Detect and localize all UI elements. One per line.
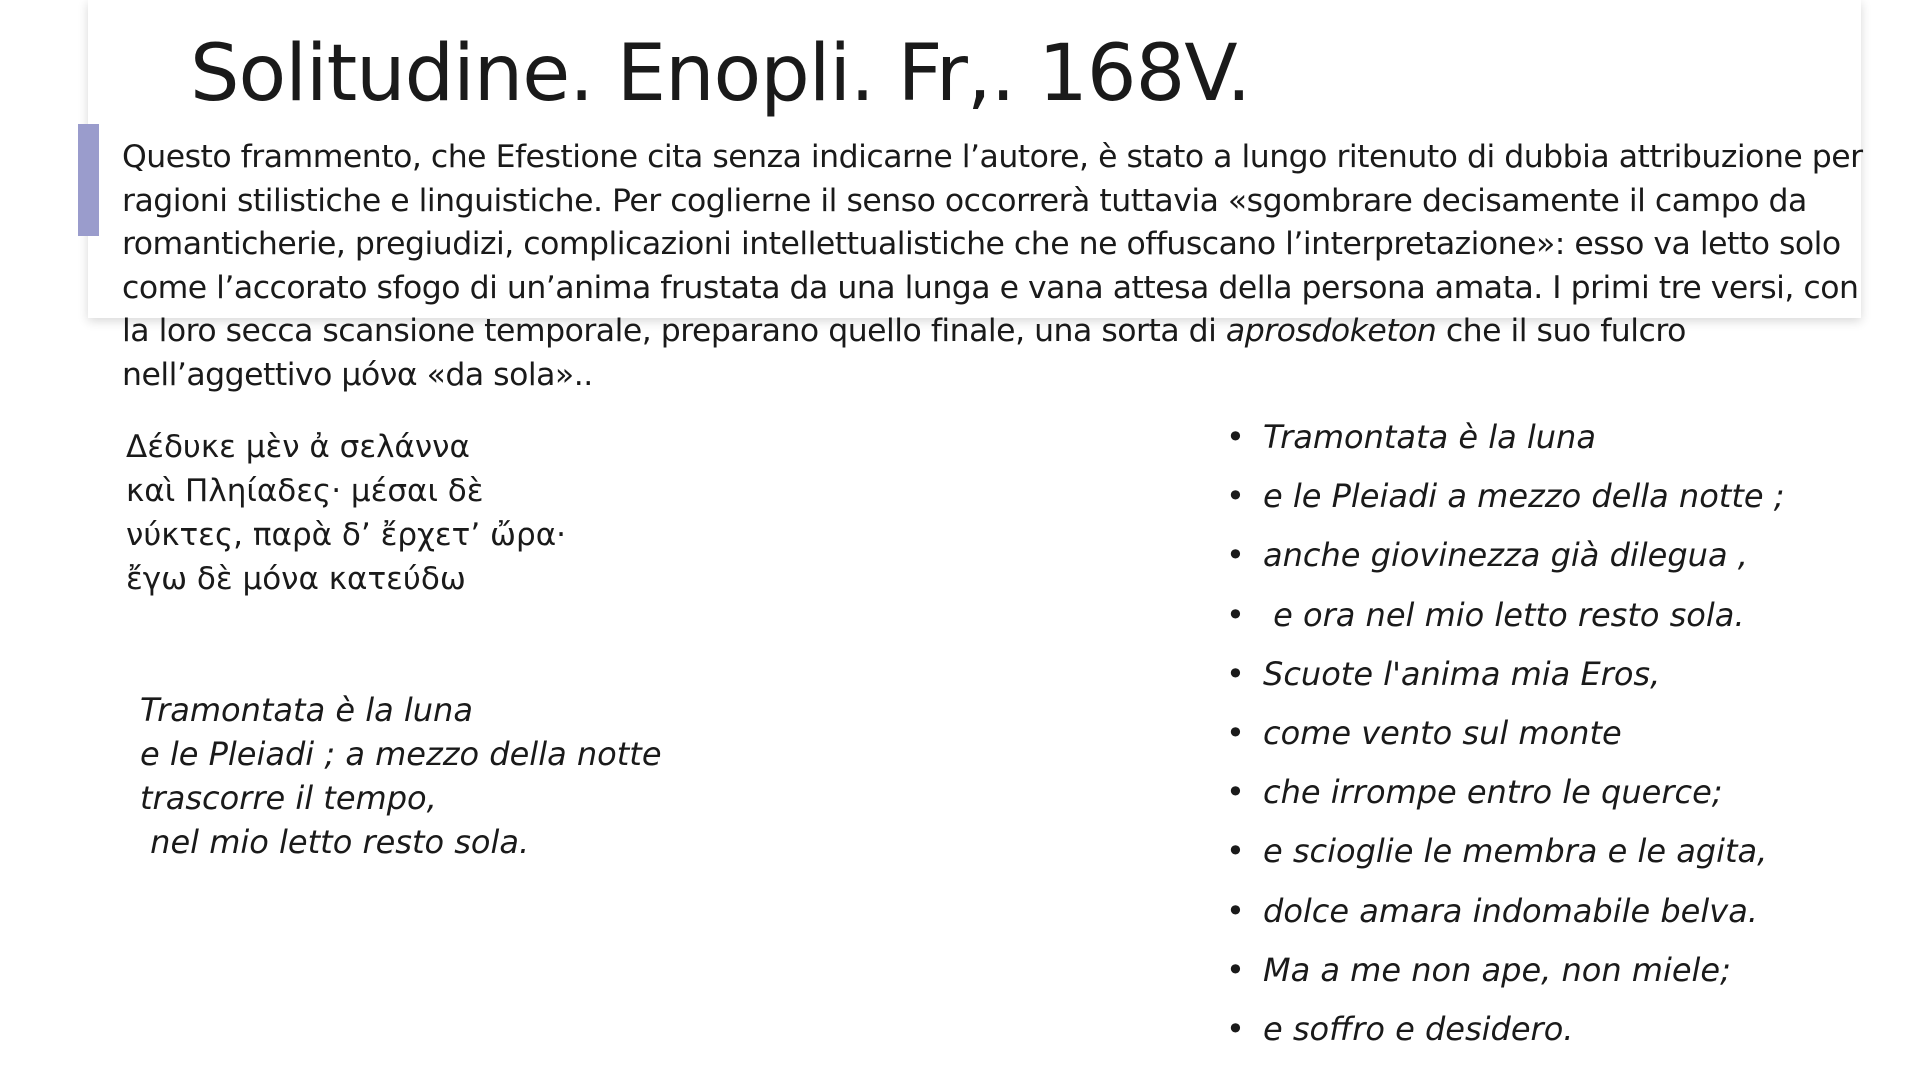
bullet-text: anche giovinezza già dilegua , bbox=[1263, 536, 1748, 575]
bullet-icon: • bbox=[1226, 654, 1245, 693]
bullet-item bbox=[1220, 704, 1785, 763]
bullet-text: che irrompe entro le querce; bbox=[1263, 773, 1723, 812]
bullet-icon: • bbox=[1226, 832, 1245, 871]
bullet-text: e scioglie le membra e le agita, bbox=[1263, 832, 1768, 871]
bullet-text: dolce amara indomabile belva. bbox=[1263, 891, 1758, 930]
bullet-item bbox=[1220, 408, 1785, 467]
intro-paragraph bbox=[122, 136, 1872, 397]
intro-italic-term: aprosdoketon bbox=[1225, 313, 1437, 349]
translation-line: trascorre il tempo, bbox=[140, 779, 437, 817]
bullet-item bbox=[1220, 882, 1785, 941]
bullet-text: e ora nel mio letto resto sola. bbox=[1263, 595, 1745, 634]
greek-fragment bbox=[126, 425, 566, 601]
bullet-icon: • bbox=[1226, 595, 1245, 634]
intro-text: Questo frammento, che Efestione cita senza indicarne l’autore, è stato a lungo ritenuto di dubbia attribuzione per ragioni stilistiche e linguistiche. Per coglierne il senso occorrerà tuttavia «sgombrare decisamente il campo da romanticherie, pregiudizi, complicazioni intellettualistiche che ne offuscano l’interpretazione»: esso va letto solo come l’accorato sfogo di un’anima frustata da una lunga e vana attesa della persona amata. I primi tre versi, con la loro secca scansione temporale, preparano quello finale, una sorta di bbox=[122, 139, 1863, 349]
bullet-item bbox=[1220, 822, 1785, 881]
bullet-icon: • bbox=[1226, 891, 1245, 930]
bullet-text: Ma a me non ape, non miele; bbox=[1263, 950, 1731, 989]
greek-line: καὶ Πληίαδες· μέσαι δὲ bbox=[126, 473, 484, 509]
bullet-item bbox=[1220, 467, 1785, 526]
bullet-text: e soffro e desidero. bbox=[1263, 1010, 1574, 1049]
intro-text-end: che il suo fulcro nell’aggettivo μόνα «da sola».. bbox=[122, 313, 1686, 393]
bullet-item bbox=[1220, 586, 1785, 645]
bullet-item bbox=[1220, 941, 1785, 1000]
verse-bullet-list bbox=[1220, 408, 1785, 1059]
bullet-text: come vento sul monte bbox=[1263, 714, 1622, 753]
bullet-icon: • bbox=[1226, 536, 1245, 575]
bullet-item bbox=[1220, 645, 1785, 704]
greek-line: ἔγω δὲ μόνα κατεύδω bbox=[126, 561, 466, 597]
bullet-icon: • bbox=[1226, 1010, 1245, 1049]
italian-translation bbox=[140, 688, 662, 864]
bullet-icon: • bbox=[1226, 950, 1245, 989]
bullet-text: Scuote l'anima mia Eros, bbox=[1263, 654, 1661, 693]
translation-line: e le Pleiadi ; a mezzo della notte bbox=[140, 735, 662, 773]
bullet-icon: • bbox=[1226, 418, 1245, 456]
bullet-icon: • bbox=[1226, 477, 1245, 516]
bullet-icon: • bbox=[1226, 773, 1245, 812]
translation-line: Tramontata è la luna bbox=[140, 691, 473, 729]
greek-line: Δέδυκε μὲν ἀ σελάννα bbox=[126, 429, 470, 465]
slide-title: Solitudine. Enopli. Fr,. 168V. bbox=[190, 29, 1251, 119]
translation-line: nel mio letto resto sola. bbox=[140, 823, 530, 861]
bullet-text: Tramontata è la luna bbox=[1263, 418, 1596, 456]
greek-line: νύκτες, παρὰ δ’ ἔρχετ’ ὤρα· bbox=[126, 517, 566, 553]
bullet-text: e le Pleiadi a mezzo della notte ; bbox=[1263, 477, 1785, 516]
accent-bar bbox=[78, 124, 99, 236]
bullet-item bbox=[1220, 763, 1785, 822]
bullet-item bbox=[1220, 1000, 1785, 1059]
bullet-item bbox=[1220, 526, 1785, 585]
bullet-icon: • bbox=[1226, 714, 1245, 753]
